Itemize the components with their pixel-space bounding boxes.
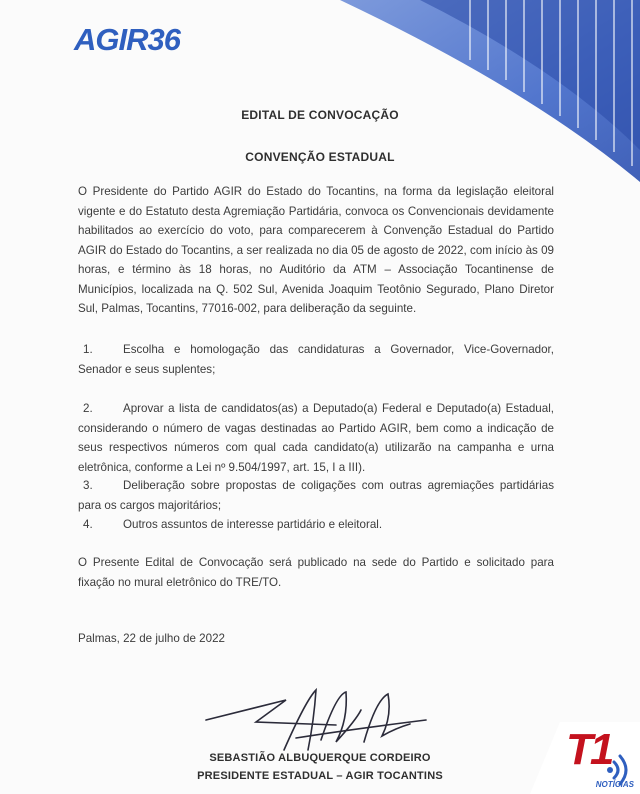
intro-paragraph: O Presidente do Partido AGIR do Estado do Tocantins, na forma da legislação eleitoral vigente e do Estatuto desta Agremiação Partidária, convoca os Convencionais devidamente habilitados ao exercício do voto, para comparecerem à Convenção Estadual do Partido AGIR do Estado do Tocantins, a ser realizada no dia 05 de agosto de 2022, com início às 09 horas, e término às 18 horas, no Auditório da ATM – Associação Tocantinense de Municípios, localizada na Q. 502 Sul, Avenida Joaquim Teotônio Segurado, Plano Diretor Sul, Palmas, Tocantins, 77016-002, para deliberação da seguinte.: [78, 185, 554, 315]
agenda-item-number: 3.: [83, 479, 93, 492]
signer-role: PRESIDENTE ESTADUAL – AGIR TOCANTINS: [197, 770, 443, 782]
agenda-item-2: [78, 399, 554, 477]
agenda-item-text: Aprovar a lista de candidatos(as) a Deputado(a) Federal e Deputado(a) Estadual, considerando o número de vagas destinadas ao Partido AGIR, bem como a indicação de seus respectivos números com qual cada candidato(a) utilizarão na campanha e urna eletrônica, conforme a Lei nº 9.504/1997, art. 15, I a III).: [78, 402, 554, 474]
agenda-item-number: 1.: [83, 343, 93, 356]
noticias-label: NOTÍCIAS: [595, 780, 634, 789]
signer-name: SEBASTIÃO ALBUQUERQUE CORDEIRO: [209, 752, 431, 764]
date-line: Palmas, 22 de julho de 2022: [78, 632, 225, 645]
agenda-item-number: 2.: [83, 402, 93, 415]
agenda-item-text: Escolha e homologação das candidaturas a Governador, Vice-Governador, Senador e seus suplentes;: [78, 343, 554, 376]
agir36-logo: AGIR36: [74, 22, 180, 57]
agenda-item-3: [78, 476, 554, 515]
closing-paragraph: O Presente Edital de Convocação será publicado na sede do Partido e solicitado para fixação no mural eletrônico do TRE/TO.: [78, 556, 554, 589]
document-subtitle: CONVENÇÃO ESTADUAL: [245, 150, 395, 164]
corner-decoration: [170, 0, 640, 200]
t1-noticias-watermark: [530, 722, 640, 794]
agenda-item-text: Deliberação sobre propostas de coligações com outras agremiações partidárias para os cargos majoritários;: [78, 479, 554, 512]
agenda-item-number: 4.: [83, 518, 93, 531]
t1-logo-text: T1: [566, 725, 612, 774]
document-title: EDITAL DE CONVOCAÇÃO: [241, 108, 399, 122]
agenda-item-1: [78, 340, 554, 379]
agenda-item-text: Outros assuntos de interesse partidário e eleitoral.: [123, 518, 383, 531]
agenda-item-4: [78, 515, 554, 535]
handwritten-signature: [196, 680, 446, 760]
